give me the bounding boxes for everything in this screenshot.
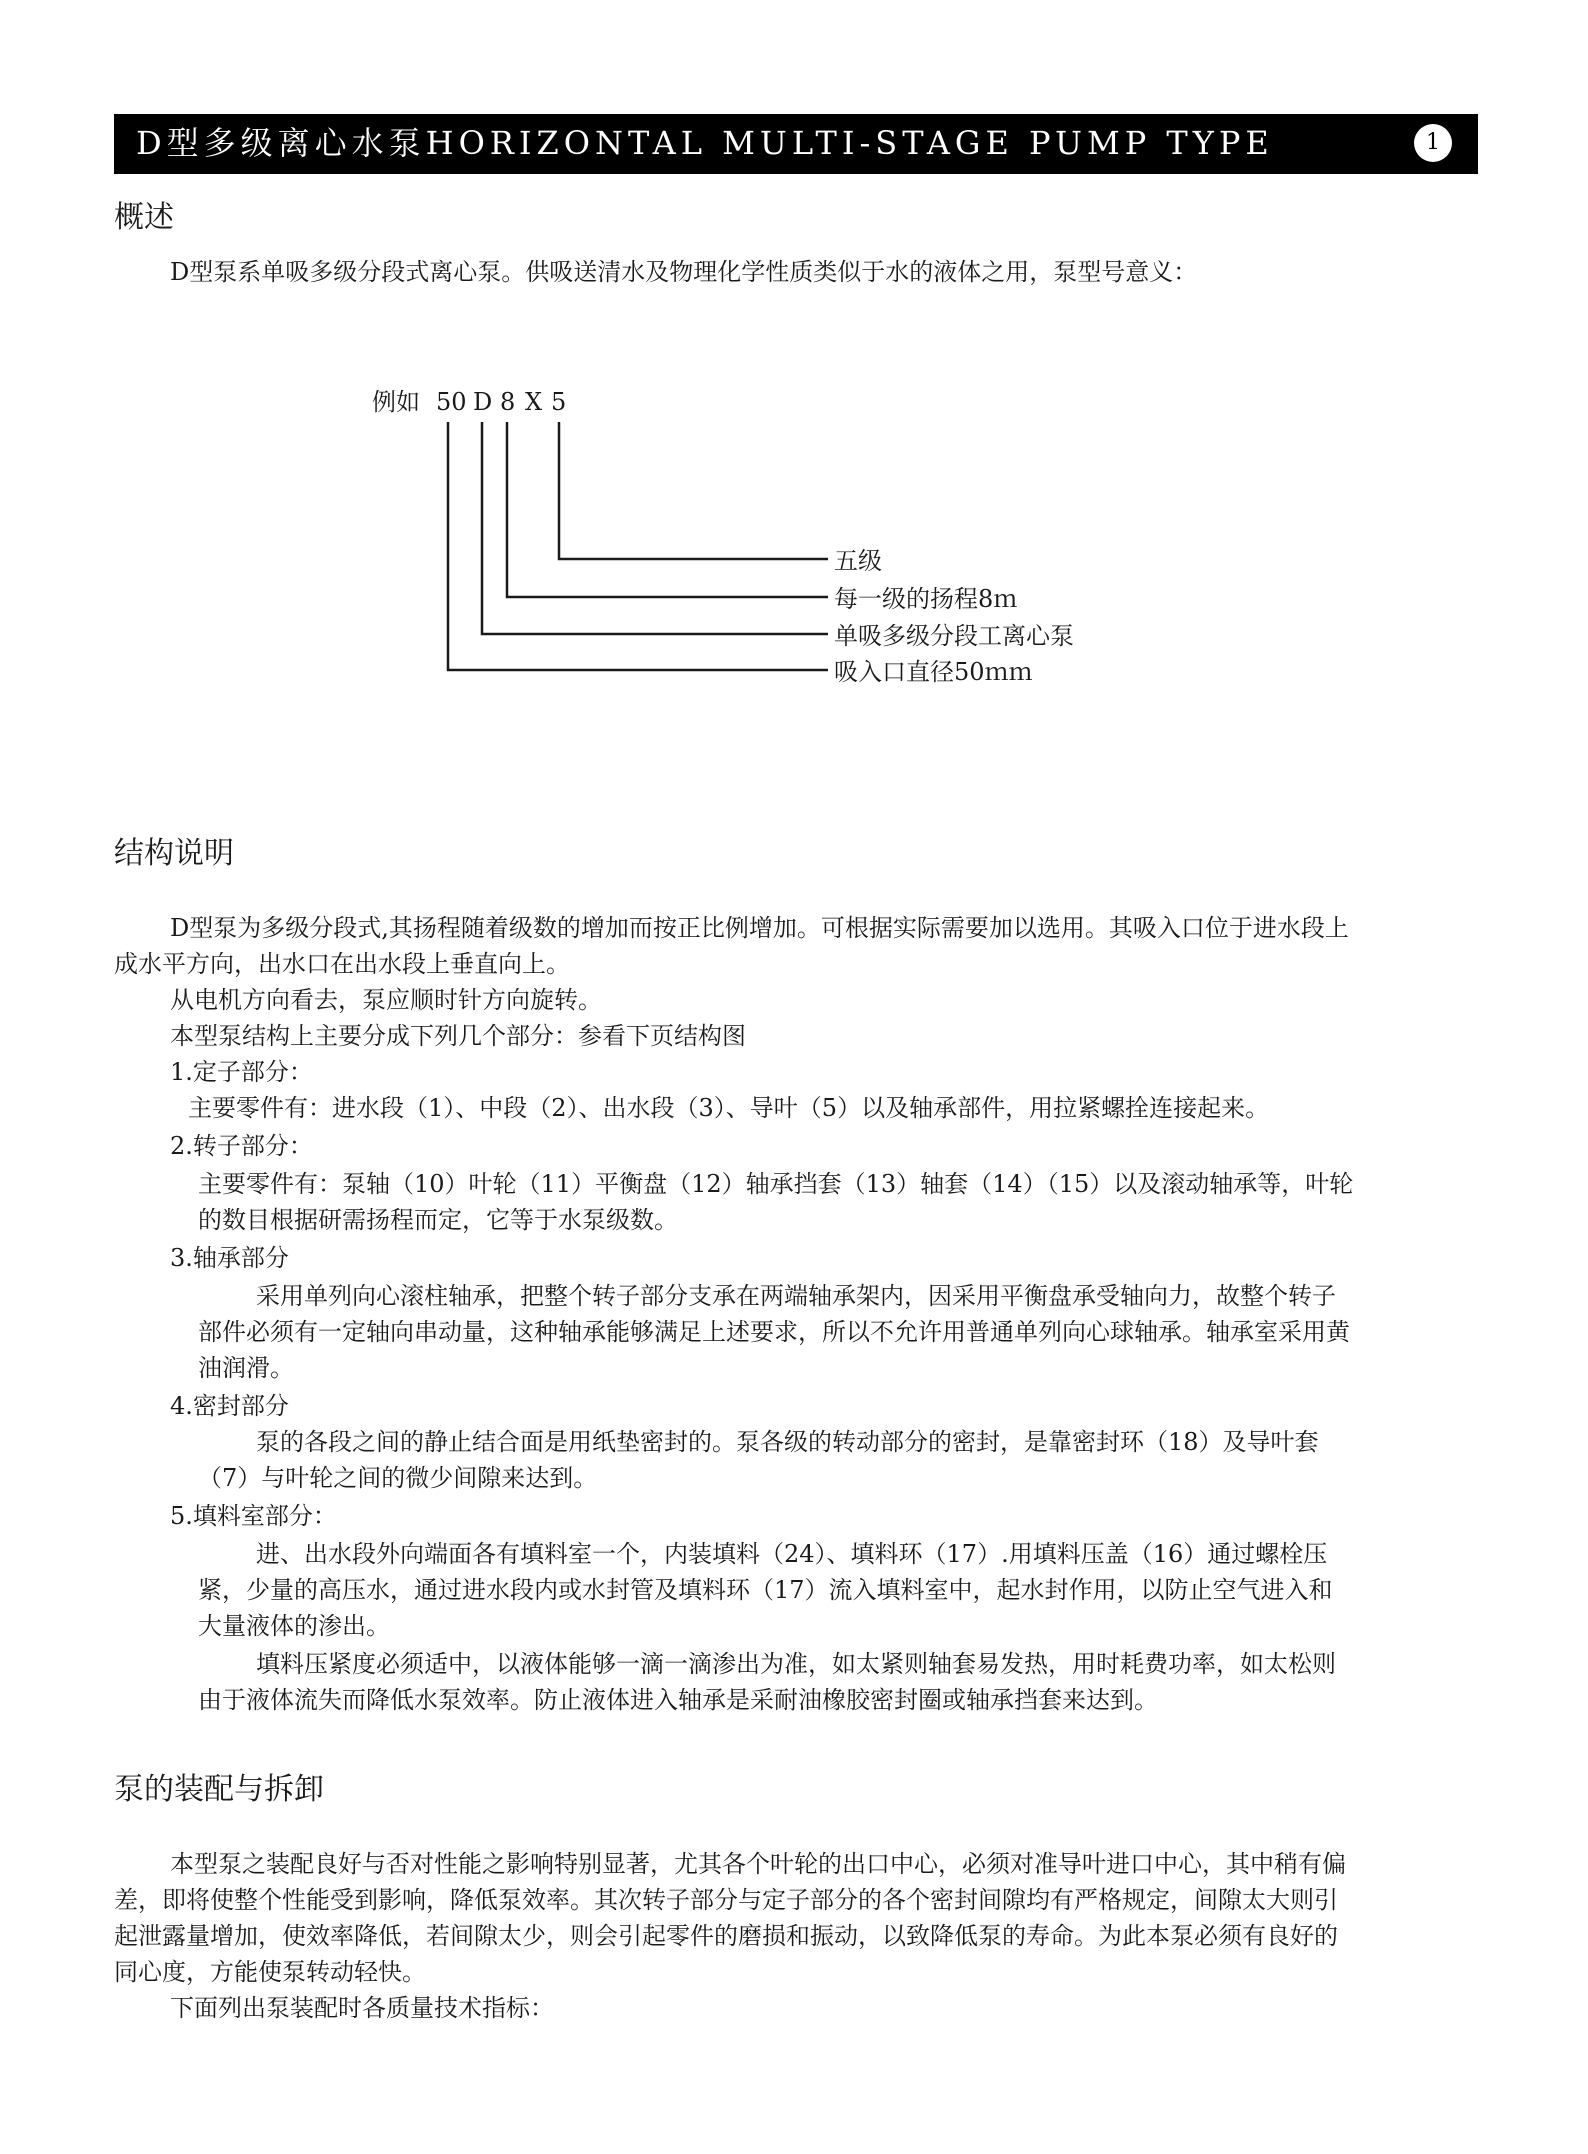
structure-line: 成水平方向，出水口在出水段上垂直向上。 (114, 950, 570, 978)
page-number-badge: 1 (1414, 124, 1452, 162)
assembly-line: 本型泵之装配良好与否对性能之影响特别显著，尤其各个叶轮的出口中心，必须对准导叶进口中心，其中稍有偏 (170, 1850, 1346, 1878)
code-50: 50 (436, 388, 467, 416)
code-d: D (473, 388, 493, 416)
rotor-subheading: 2.转子部分： (170, 1132, 313, 1160)
assembly-line: 下面列出泵装配时各质量技术指标： (170, 1994, 554, 2022)
structure-line: 紧，少量的高压水，通过进水段内或水封管及填料环（17）流入填料室中，起水封作用，以防止空气进入和 (198, 1576, 1333, 1604)
bearing-subheading: 3.轴承部分 (170, 1244, 289, 1272)
legend-inlet-diameter: 吸入口直径50ｍｍ (834, 658, 1033, 686)
stator-subheading: 1.定子部分： (170, 1058, 313, 1086)
seal-subheading: 4.密封部分 (170, 1392, 289, 1420)
structure-line: 采用单列向心滚柱轴承，把整个转子部分支承在两端轴承架内，因采用平衡盘承受轴向力，故整个转子 (256, 1282, 1336, 1310)
structure-line: 由于液体流失而降低水泵效率。防止液体进入轴承是采耐油橡胶密封圈或轴承挡套来达到。 (198, 1686, 1158, 1714)
structure-line: 填料压紧度必须适中，以液体能够一滴一滴渗出为准，如太紧则轴套易发热，用时耗费功率，如太松则 (256, 1650, 1336, 1678)
legend-stages: 五级 (834, 547, 882, 575)
structure-line: 本型泵结构上主要分成下列几个部分：参看下页结构图 (170, 1022, 746, 1050)
assembly-heading: 泵的装配与拆卸 (114, 1772, 324, 1807)
packing-subheading: 5.填料室部分： (170, 1502, 337, 1530)
code-5: 5 (551, 388, 567, 416)
overview-heading: 概述 (114, 200, 174, 235)
assembly-line: 差，即将使整个性能受到影响，降低泵效率。其次转子部分与定子部分的各个密封间隙均有严格规定，间隙太大则引 (114, 1886, 1338, 1914)
code-8: 8 (500, 388, 516, 416)
structure-heading: 结构说明 (114, 836, 234, 871)
legend-pump-type: 单吸多级分段工离心泵 (834, 622, 1074, 650)
code-x: X (525, 388, 543, 416)
structure-line: 从电机方向看去，泵应顺时针方向旋转。 (170, 986, 602, 1014)
structure-line: 大量液体的渗出。 (198, 1612, 390, 1640)
structure-line: （7）与叶轮之间的微少间隙来达到。 (198, 1464, 598, 1492)
structure-line: 的数目根据研需扬程而定，它等于水泵级数。 (198, 1206, 678, 1234)
model-code-diagram (360, 380, 1160, 700)
structure-line: 部件必须有一定轴向串动量，这种轴承能够满足上述要求，所以不允许用普通单列向心球轴承。轴承室采用黄 (198, 1318, 1350, 1346)
structure-line: 进、出水段外向端面各有填料室一个，内装填料（24）、填料环（17）.用填料压盖（16）通过螺栓压 (256, 1540, 1328, 1568)
header-title: D型多级离心水泵HORIZONTAL MULTI-STAGE PUMP TYPE (136, 124, 1274, 162)
structure-line: 主要零件有：进水段（1）、中段（2）、出水段（3）、导叶（5）以及轴承部件，用拉紧螺拴连接起来。 (188, 1094, 1270, 1122)
structure-line: D型泵为多级分段式,其扬程随着级数的增加而按正比例增加。可根据实际需要加以选用。其吸入口位于进水段上 (170, 914, 1349, 942)
overview-text: D型泵系单吸多级分段式离心泵。供吸送清水及物理化学性质类似于水的液体之用，泵型号意义： (170, 258, 1198, 286)
example-prefix: 例如 (372, 388, 420, 416)
legend-head-per-stage: 每一级的扬程8ｍ (834, 585, 1018, 613)
connector-lines (448, 422, 828, 670)
structure-line: 主要零件有：泵轴（10）叶轮（11）平衡盘（12）轴承挡套（13）轴套（14）（15）以及滚动轴承等，叶轮 (198, 1170, 1354, 1198)
assembly-line: 起泄露量增加，使效率降低，若间隙太少，则会引起零件的磨损和振动，以致降低泵的寿命。为此本泵必须有良好的 (114, 1922, 1338, 1950)
structure-line: 泵的各段之间的静止结合面是用纸垫密封的。泵各级的转动部分的密封，是靠密封环（18）及导叶套 (256, 1428, 1319, 1456)
structure-line: 油润滑。 (198, 1354, 294, 1382)
assembly-line: 同心度，方能使泵转动轻快。 (114, 1958, 426, 1986)
header-bar (114, 114, 1478, 174)
